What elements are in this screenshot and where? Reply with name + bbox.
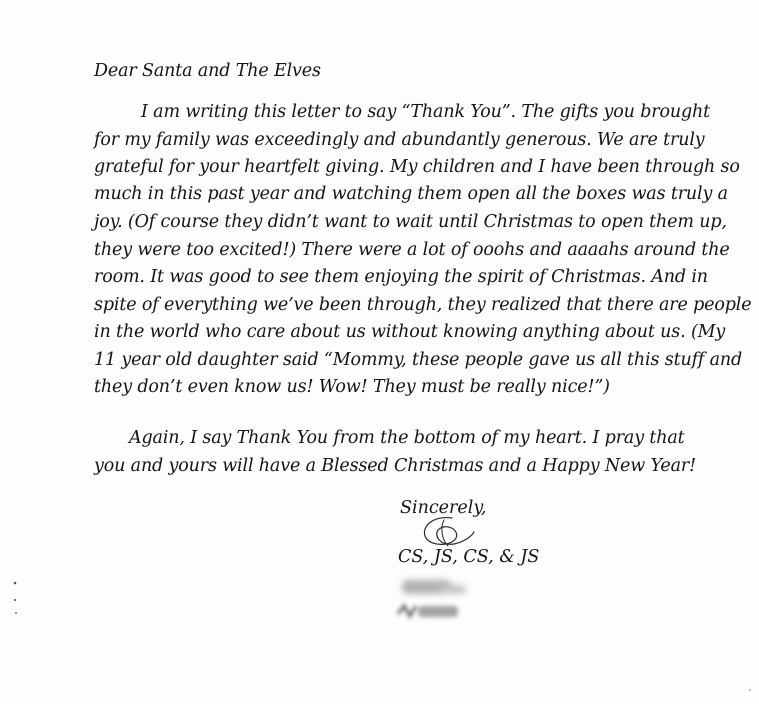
paragraph-1-line: in the world who care about us without knowing anything about us. (My	[94, 322, 726, 342]
paragraph-1-line: they were too excited!) There were a lot of ooohs and aaaahs around the	[94, 240, 730, 260]
paragraph-1-line: spite of everything we’ve been through, they realized that there are people	[94, 295, 752, 315]
paragraph-1-line: joy. (Of course they didn’t want to wait until Christmas to open them up,	[94, 212, 727, 232]
paragraph-1-line: much in this past year and watching them open all the boxes was truly a	[94, 184, 728, 204]
salutation: Dear Santa and The Elves	[94, 61, 321, 81]
initials: CS, JS, CS, & JS	[398, 547, 540, 567]
paragraph-1-line: 11 year old daughter said “Mommy, these people gave us all this stuff and	[94, 350, 743, 370]
paragraph-1-line: for my family was exceedingly and abundantly generous. We are truly	[94, 130, 705, 150]
paragraph-2-line: Again, I say Thank You from the bottom of my heart. I pray that	[129, 428, 685, 448]
closing: Sincerely,	[400, 498, 487, 518]
paragraph-1-line: I am writing this letter to say “Thank You”. The gifts you brought	[141, 102, 711, 122]
paragraph-1-line: they don’t even know us! Wow! They must be really nice!”)	[94, 377, 610, 397]
paragraph-1-line: room. It was good to see them enjoying the spirit of Christmas. And in	[94, 267, 708, 287]
paragraph-1-line: grateful for your heartfelt giving. My children and I have been through so	[94, 157, 740, 177]
paragraph-2-line: you and yours will have a Blessed Christmas and a Happy New Year!	[94, 456, 696, 476]
